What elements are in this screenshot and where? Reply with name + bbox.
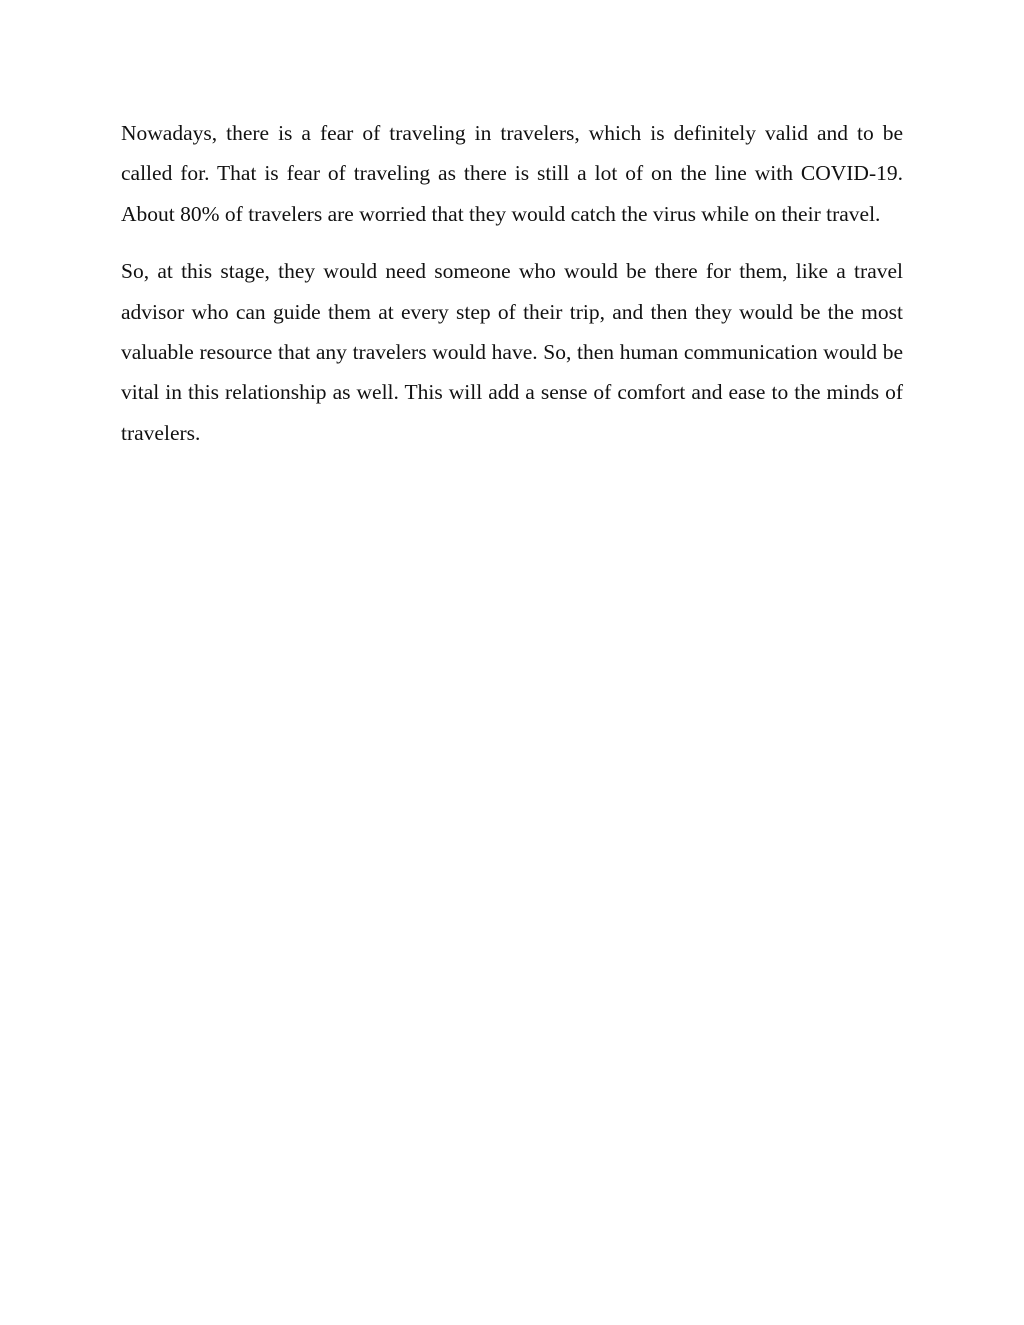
paragraph-travel-advisor: So, at this stage, they would need someone who would be there for them, like a travel advisor who can guide them at every step of their trip, and then they would be the most valuable resource that any travelers would have. So, then human communication would be vital in this relationship as well. This will add a sense of comfort and ease to the minds of travelers. <box>121 259 903 445</box>
document-body <box>121 113 903 470</box>
paragraph-travel-fear: Nowadays, there is a fear of traveling in travelers, which is definitely valid and to be called for. That is fear of traveling as there is still a lot of on the line with COVID-19. About 80% of travelers are worried that they would catch the virus while on their travel. <box>121 121 903 226</box>
